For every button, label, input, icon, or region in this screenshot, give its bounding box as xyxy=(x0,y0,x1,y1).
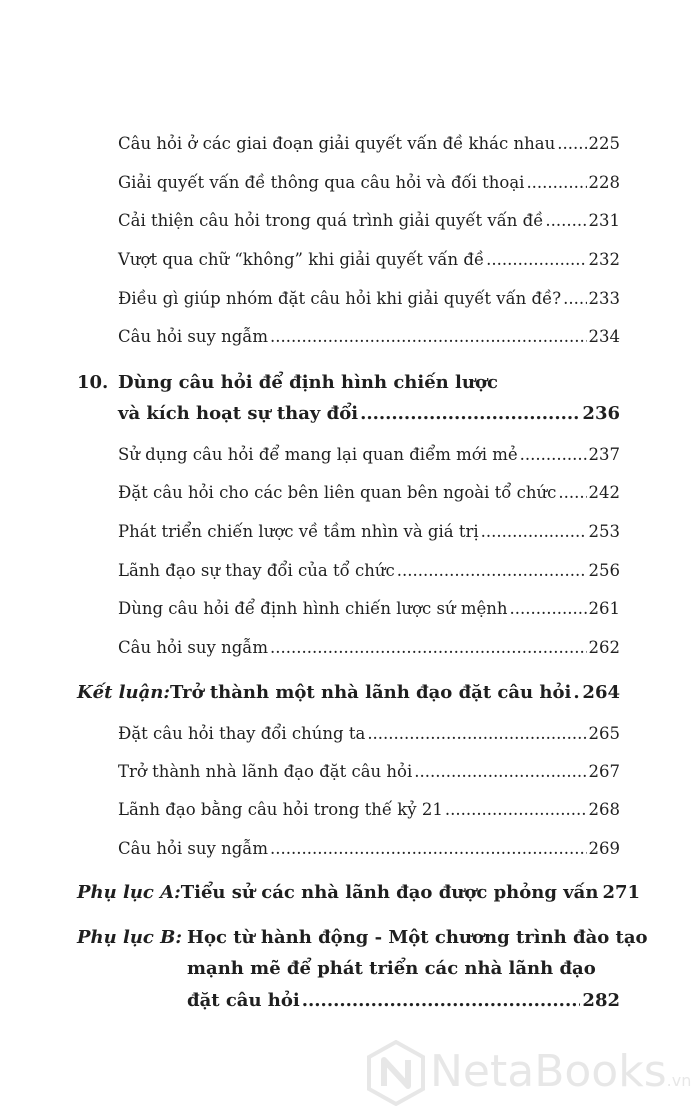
dot-leader xyxy=(557,134,586,153)
appendix-label: Phụ lục B: xyxy=(77,927,182,948)
chapter-title: Trở thành một nhà lãnh đạo đặt câu hỏi xyxy=(170,682,572,703)
dot-leader xyxy=(545,211,586,230)
dot-leader xyxy=(510,599,587,618)
toc-entry-title: Cải thiện câu hỏi trong quá trình giải quyết vấn đề xyxy=(118,211,544,230)
toc-entry-title: Câu hỏi ở các giai đoạn giải quyết vấn đề khác nhau xyxy=(118,134,556,153)
toc-entry-title: Lãnh đạo bằng câu hỏi trong thế kỷ 21 xyxy=(118,800,443,819)
toc-entry-title: Câu hỏi suy ngẫm xyxy=(118,839,269,858)
appendix-page: 282 xyxy=(582,990,620,1011)
netabooks-watermark xyxy=(366,1030,700,1120)
toc-entry-page: 265 xyxy=(588,724,620,743)
netabooks-logo-icon xyxy=(366,1040,426,1106)
toc-entry-title: Câu hỏi suy ngẫm xyxy=(118,638,269,657)
appendix-title: Học từ hành động - Một chương trình đào tạo xyxy=(187,927,648,948)
dot-leader xyxy=(486,250,586,269)
toc-entry-title: Lãnh đạo sự thay đổi của tổ chức xyxy=(118,561,395,580)
toc-appendix-b-entry[interactable] xyxy=(187,990,620,1011)
toc-entry-page: 253 xyxy=(588,522,620,541)
toc-entry[interactable] xyxy=(118,445,620,464)
toc-entry-page: 234 xyxy=(588,327,620,346)
chapter-number: 10. xyxy=(77,372,109,393)
toc-entry-title: Dùng câu hỏi để định hình chiến lược sứ mệnh xyxy=(118,599,508,618)
chapter-title: Dùng câu hỏi để định hình chiến lược xyxy=(118,372,498,393)
dot-leader xyxy=(520,445,587,464)
toc-entry-page: 233 xyxy=(588,289,620,308)
dot-leader xyxy=(414,762,586,781)
toc-entry-page: 256 xyxy=(588,561,620,580)
toc-entry-page: 242 xyxy=(588,483,620,502)
toc-entry-title: Câu hỏi suy ngẫm xyxy=(118,327,269,346)
toc-appendix-b-line2[interactable] xyxy=(187,958,596,979)
toc-appendix-b-line1[interactable] xyxy=(77,927,648,948)
appendix-title: đặt câu hỏi xyxy=(187,990,300,1011)
toc-entry[interactable] xyxy=(118,522,620,541)
appendix-title: Tiểu sử các nhà lãnh đạo được phỏng vấn xyxy=(180,882,599,903)
dot-leader xyxy=(558,483,586,502)
dot-leader xyxy=(270,327,586,346)
dot-leader xyxy=(445,800,587,819)
watermark-text xyxy=(430,1046,691,1097)
appendix-page: 271 xyxy=(602,882,641,903)
appendix-title: mạnh mẽ để phát triển các nhà lãnh đạo xyxy=(187,958,596,979)
toc-entry-page: 261 xyxy=(588,599,620,618)
toc-entry-title: Phát triển chiến lược về tầm nhìn và giá trị xyxy=(118,522,479,541)
dot-leader xyxy=(270,638,586,657)
toc-chapter-entry[interactable] xyxy=(77,682,620,703)
toc-entry-page: 232 xyxy=(588,250,620,269)
toc-entry-title: Đặt câu hỏi cho các bên liên quan bên ngoài tổ chức xyxy=(118,483,557,502)
toc-entry[interactable] xyxy=(118,599,620,618)
toc-entry[interactable] xyxy=(118,762,620,781)
toc-entry-title: Trở thành nhà lãnh đạo đặt câu hỏi xyxy=(118,762,413,781)
toc-entry-page: 262 xyxy=(588,638,620,657)
toc-entry-page: 268 xyxy=(588,800,620,819)
toc-entry-page: 225 xyxy=(588,134,620,153)
chapter-title: và kích hoạt sự thay đổi xyxy=(118,403,359,424)
toc-entry[interactable] xyxy=(118,483,620,502)
dot-leader xyxy=(573,682,580,703)
dot-leader xyxy=(526,173,586,192)
toc-entry[interactable] xyxy=(118,211,620,230)
chapter-title-line1[interactable] xyxy=(118,372,498,393)
dot-leader xyxy=(270,839,586,858)
toc-entry-page: 231 xyxy=(588,211,620,230)
toc-entry[interactable] xyxy=(118,839,620,858)
toc-entry-page: 237 xyxy=(588,445,620,464)
toc-entry-page: 228 xyxy=(588,173,620,192)
dot-leader xyxy=(367,724,586,743)
chapter-page: 236 xyxy=(582,403,620,424)
toc-chapter-entry[interactable] xyxy=(118,403,620,424)
toc-appendix-a[interactable] xyxy=(77,882,641,903)
watermark-brand: NetaBooks xyxy=(430,1046,667,1097)
toc-entry-title: Giải quyết vấn đề thông qua câu hỏi và đối thoại xyxy=(118,173,525,192)
toc-entry[interactable] xyxy=(118,724,620,743)
toc-entry[interactable] xyxy=(118,250,620,269)
dot-leader xyxy=(481,522,587,541)
toc-entry[interactable] xyxy=(118,800,620,819)
toc-entry-title: Vượt qua chữ “không” khi giải quyết vấn đề xyxy=(118,250,485,269)
toc-entry[interactable] xyxy=(118,289,620,308)
conclusion-label: Kết luận: xyxy=(77,682,170,703)
chapter-page: 264 xyxy=(582,682,620,703)
watermark-suffix: .vn xyxy=(666,1071,692,1090)
toc-entry[interactable] xyxy=(118,134,620,153)
toc-entry[interactable] xyxy=(118,638,620,657)
appendix-label: Phụ lục A: xyxy=(77,882,181,903)
toc-entry-page: 267 xyxy=(588,762,620,781)
toc-entry[interactable] xyxy=(118,173,620,192)
toc-entry-title: Sử dụng câu hỏi để mang lại quan điểm mới mẻ xyxy=(118,445,518,464)
dot-leader xyxy=(360,403,580,424)
toc-entry[interactable] xyxy=(118,561,620,580)
toc-entry-page: 269 xyxy=(588,839,620,858)
toc-entry-title: Đặt câu hỏi thay đổi chúng ta xyxy=(118,724,366,743)
dot-leader xyxy=(397,561,587,580)
toc-entry[interactable] xyxy=(118,327,620,346)
toc-entry-title: Điều gì giúp nhóm đặt câu hỏi khi giải quyết vấn đề? xyxy=(118,289,562,308)
dot-leader xyxy=(302,990,581,1011)
dot-leader xyxy=(563,289,586,308)
